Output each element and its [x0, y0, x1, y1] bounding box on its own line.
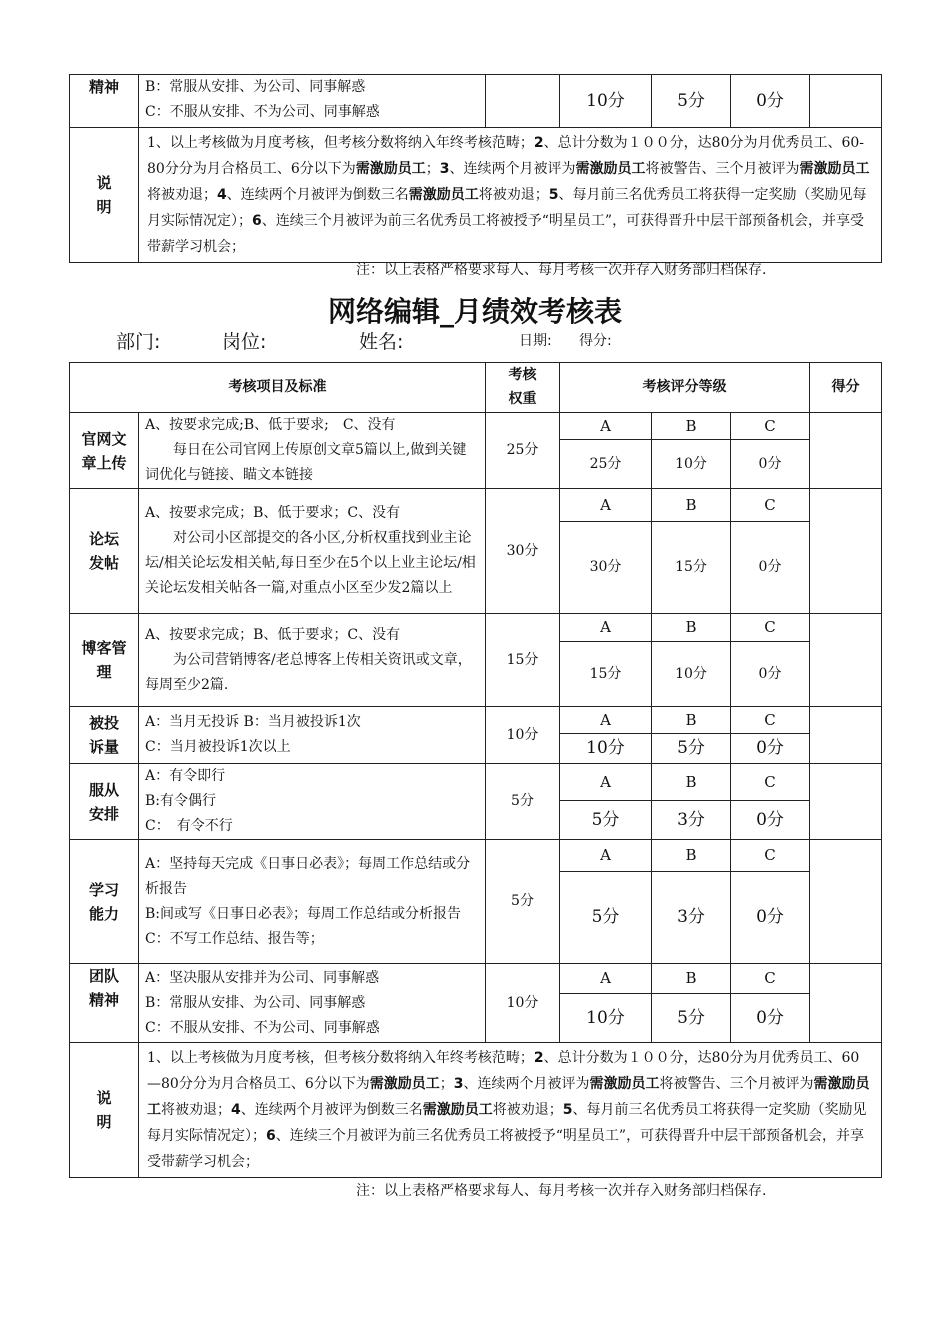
row-weight: 10分: [486, 707, 560, 764]
score-a: 5分: [560, 872, 652, 964]
row-category: 团队精神: [70, 964, 139, 1043]
grade-c: C: [731, 614, 810, 642]
score-a: 30分: [560, 522, 652, 614]
score-a: 15分: [560, 642, 652, 707]
grade-c: C: [731, 964, 810, 994]
top-fragment-score-c: 0分: [731, 75, 810, 128]
grade-b: B: [652, 764, 731, 801]
score-b: 5分: [652, 734, 731, 764]
note-text: 1、以上考核做为月度考核，但考核分数将纳入年终考核范畴；2、总计分数为１００分，达80分为月优秀员工、60—80分分为月合格员工、6分以下为需激励员工；3、连续两个月被评为需激励员工将被警告、三个月被评为需激励员工将被劝退；4、连续两个月被评为倒数三名需激励员工将被劝退；5、每月前三名优秀员工将获得一定奖励（奖励见每月实际情况定）；6、连续三个月被评为前三名优秀员工将被授予“明星员工”，可获得晋升中层干部预备机会，并享受带薪学习机会；: [139, 1043, 882, 1178]
dept-label: 部门:: [116, 331, 161, 353]
score-b: 10分: [652, 642, 731, 707]
row-category: 服从安排: [70, 764, 139, 840]
score-c: 0分: [731, 872, 810, 964]
grade-b: B: [652, 964, 731, 994]
score-b: 3分: [652, 801, 731, 840]
header-row: [70, 363, 882, 413]
score-label: 得分:: [579, 333, 612, 349]
top-fragment-score-b: 5分: [652, 75, 731, 128]
row-criteria: A、按要求完成；B、低于要求；C、没有 为公司营销博客/老总博客上传相关资讯或文章，每周至少2篇.: [139, 614, 486, 707]
row-weight: 15分: [486, 614, 560, 707]
post-label: 岗位:: [222, 331, 267, 353]
row-criteria: A：当月无投诉 B：当月被投诉1次 C：当月被投诉1次以上: [139, 707, 486, 764]
score-c: 0分: [731, 522, 810, 614]
grade-b: B: [652, 614, 731, 642]
score-a: 10分: [560, 734, 652, 764]
score-a: 5分: [560, 801, 652, 840]
table-row: [70, 614, 882, 642]
row-weight: 5分: [486, 764, 560, 840]
top-fragment-note: 1、以上考核做为月度考核，但考核分数将纳入年终考核范畴；2、总计分数为１００分，达80分为月优秀员工、60-80分分为月合格员工、6分以下为需激励员工；3、连续两个月被评为需激励员工将被警告、三个月被评为需激励员工将被劝退；4、连续两个月被评为倒数三名需激励员工将被劝退；5、每月前三名优秀员工将获得一定奖励（奖励见每月实际情况定）；6、连续三个月被评为前三名优秀员工将被授予“明星员工”，可获得晋升中层干部预备机会，并享受带薪学习机会；: [139, 128, 882, 263]
grade-b: B: [652, 413, 731, 440]
score-b: 3分: [652, 872, 731, 964]
top-footnote: 注：以上表格严格要求每人、每月考核一次并存入财务部归档保存.: [356, 262, 767, 278]
row-category: 博客管理: [70, 614, 139, 707]
assessment-table: [69, 362, 882, 1178]
table-row: [70, 840, 882, 872]
bottom-footnote: 注：以上表格严格要求每人、每月考核一次并存入财务部归档保存.: [356, 1183, 767, 1199]
grade-c: C: [731, 413, 810, 440]
top-fragment-final-score: [810, 75, 882, 128]
table-row: [70, 413, 882, 440]
row-category: 论坛发帖: [70, 489, 139, 614]
grade-a: A: [560, 614, 652, 642]
row-final-score: [810, 764, 882, 840]
score-c: 0分: [731, 801, 810, 840]
grade-a: A: [560, 840, 652, 872]
row-weight: 30分: [486, 489, 560, 614]
grade-b: B: [652, 840, 731, 872]
header-item: 考核项目及标准: [70, 363, 486, 413]
score-b: 5分: [652, 994, 731, 1043]
name-label: 姓名:: [359, 331, 404, 353]
table-row: [70, 489, 882, 522]
top-fragment-criteria: B：常服从安排、为公司、同事解惑 C：不服从安排、不为公司、同事解惑: [139, 75, 486, 128]
score-b: 10分: [652, 440, 731, 489]
score-c: 0分: [731, 994, 810, 1043]
table-row: [70, 964, 882, 994]
grade-b: B: [652, 707, 731, 734]
row-category: 学习能力: [70, 840, 139, 964]
score-c: 0分: [731, 734, 810, 764]
row-category: 被投诉量: [70, 707, 139, 764]
row-final-score: [810, 964, 882, 1043]
row-criteria: A：坚决服从安排并为公司、同事解惑 B：常服从安排、为公司、同事解惑 C：不服从安排、不为公司、同事解惑: [139, 964, 486, 1043]
score-a: 10分: [560, 994, 652, 1043]
row-final-score: [810, 707, 882, 764]
top-fragment-score-a: 10分: [560, 75, 652, 128]
top-fragment-category: 精神: [70, 75, 139, 128]
top-fragment-note-label: 说明: [70, 128, 139, 263]
header-weight: 考核权重: [486, 363, 560, 413]
grade-a: A: [560, 764, 652, 801]
grade-a: A: [560, 707, 652, 734]
header-grade: 考核评分等级: [560, 363, 810, 413]
score-c: 0分: [731, 642, 810, 707]
grade-a: A: [560, 489, 652, 522]
grade-c: C: [731, 840, 810, 872]
grade-c: C: [731, 707, 810, 734]
row-final-score: [810, 614, 882, 707]
row-final-score: [810, 840, 882, 964]
grade-b: B: [652, 489, 731, 522]
row-weight: 25分: [486, 413, 560, 489]
grade-c: C: [731, 489, 810, 522]
table-row: [70, 764, 882, 801]
note-label: 说明: [70, 1043, 139, 1178]
grade-c: C: [731, 764, 810, 801]
score-b: 15分: [652, 522, 731, 614]
grade-a: A: [560, 964, 652, 994]
row-category: 官网文章上传: [70, 413, 139, 489]
table-row: [70, 707, 882, 734]
row-criteria: A：有令即行 B:有令偶行 C： 有令不行: [139, 764, 486, 840]
page-title: 网络编辑_月绩效考核表: [327, 295, 622, 328]
top-fragment-table: [69, 74, 882, 263]
header-score: 得分: [810, 363, 882, 413]
row-final-score: [810, 413, 882, 489]
score-a: 25分: [560, 440, 652, 489]
row-weight: 5分: [486, 840, 560, 964]
row-criteria: A、按要求完成；B、低于要求；C、没有 对公司小区部提交的各小区,分析权重找到业主论坛/相关论坛发相关帖,每日至少在5个以上业主论坛/相关论坛发相关帖各一篇,对重点小区至少发2篇以上: [139, 489, 486, 614]
top-fragment-weight: [486, 75, 560, 128]
date-label: 日期:: [519, 333, 552, 349]
note-row: [70, 1043, 882, 1178]
score-c: 0分: [731, 440, 810, 489]
row-final-score: [810, 489, 882, 614]
row-criteria: A、按要求完成;B、低于要求; C、没有 每日在公司官网上传原创文章5篇以上,做到关键词优化与链接、瞄文本链接: [139, 413, 486, 489]
row-criteria: A：坚持每天完成《日事日必表》；每周工作总结或分析报告 B:间或写《日事日必表》；每周工作总结或分析报告 C：不写工作总结、报告等；: [139, 840, 486, 964]
grade-a: A: [560, 413, 652, 440]
row-weight: 10分: [486, 964, 560, 1043]
